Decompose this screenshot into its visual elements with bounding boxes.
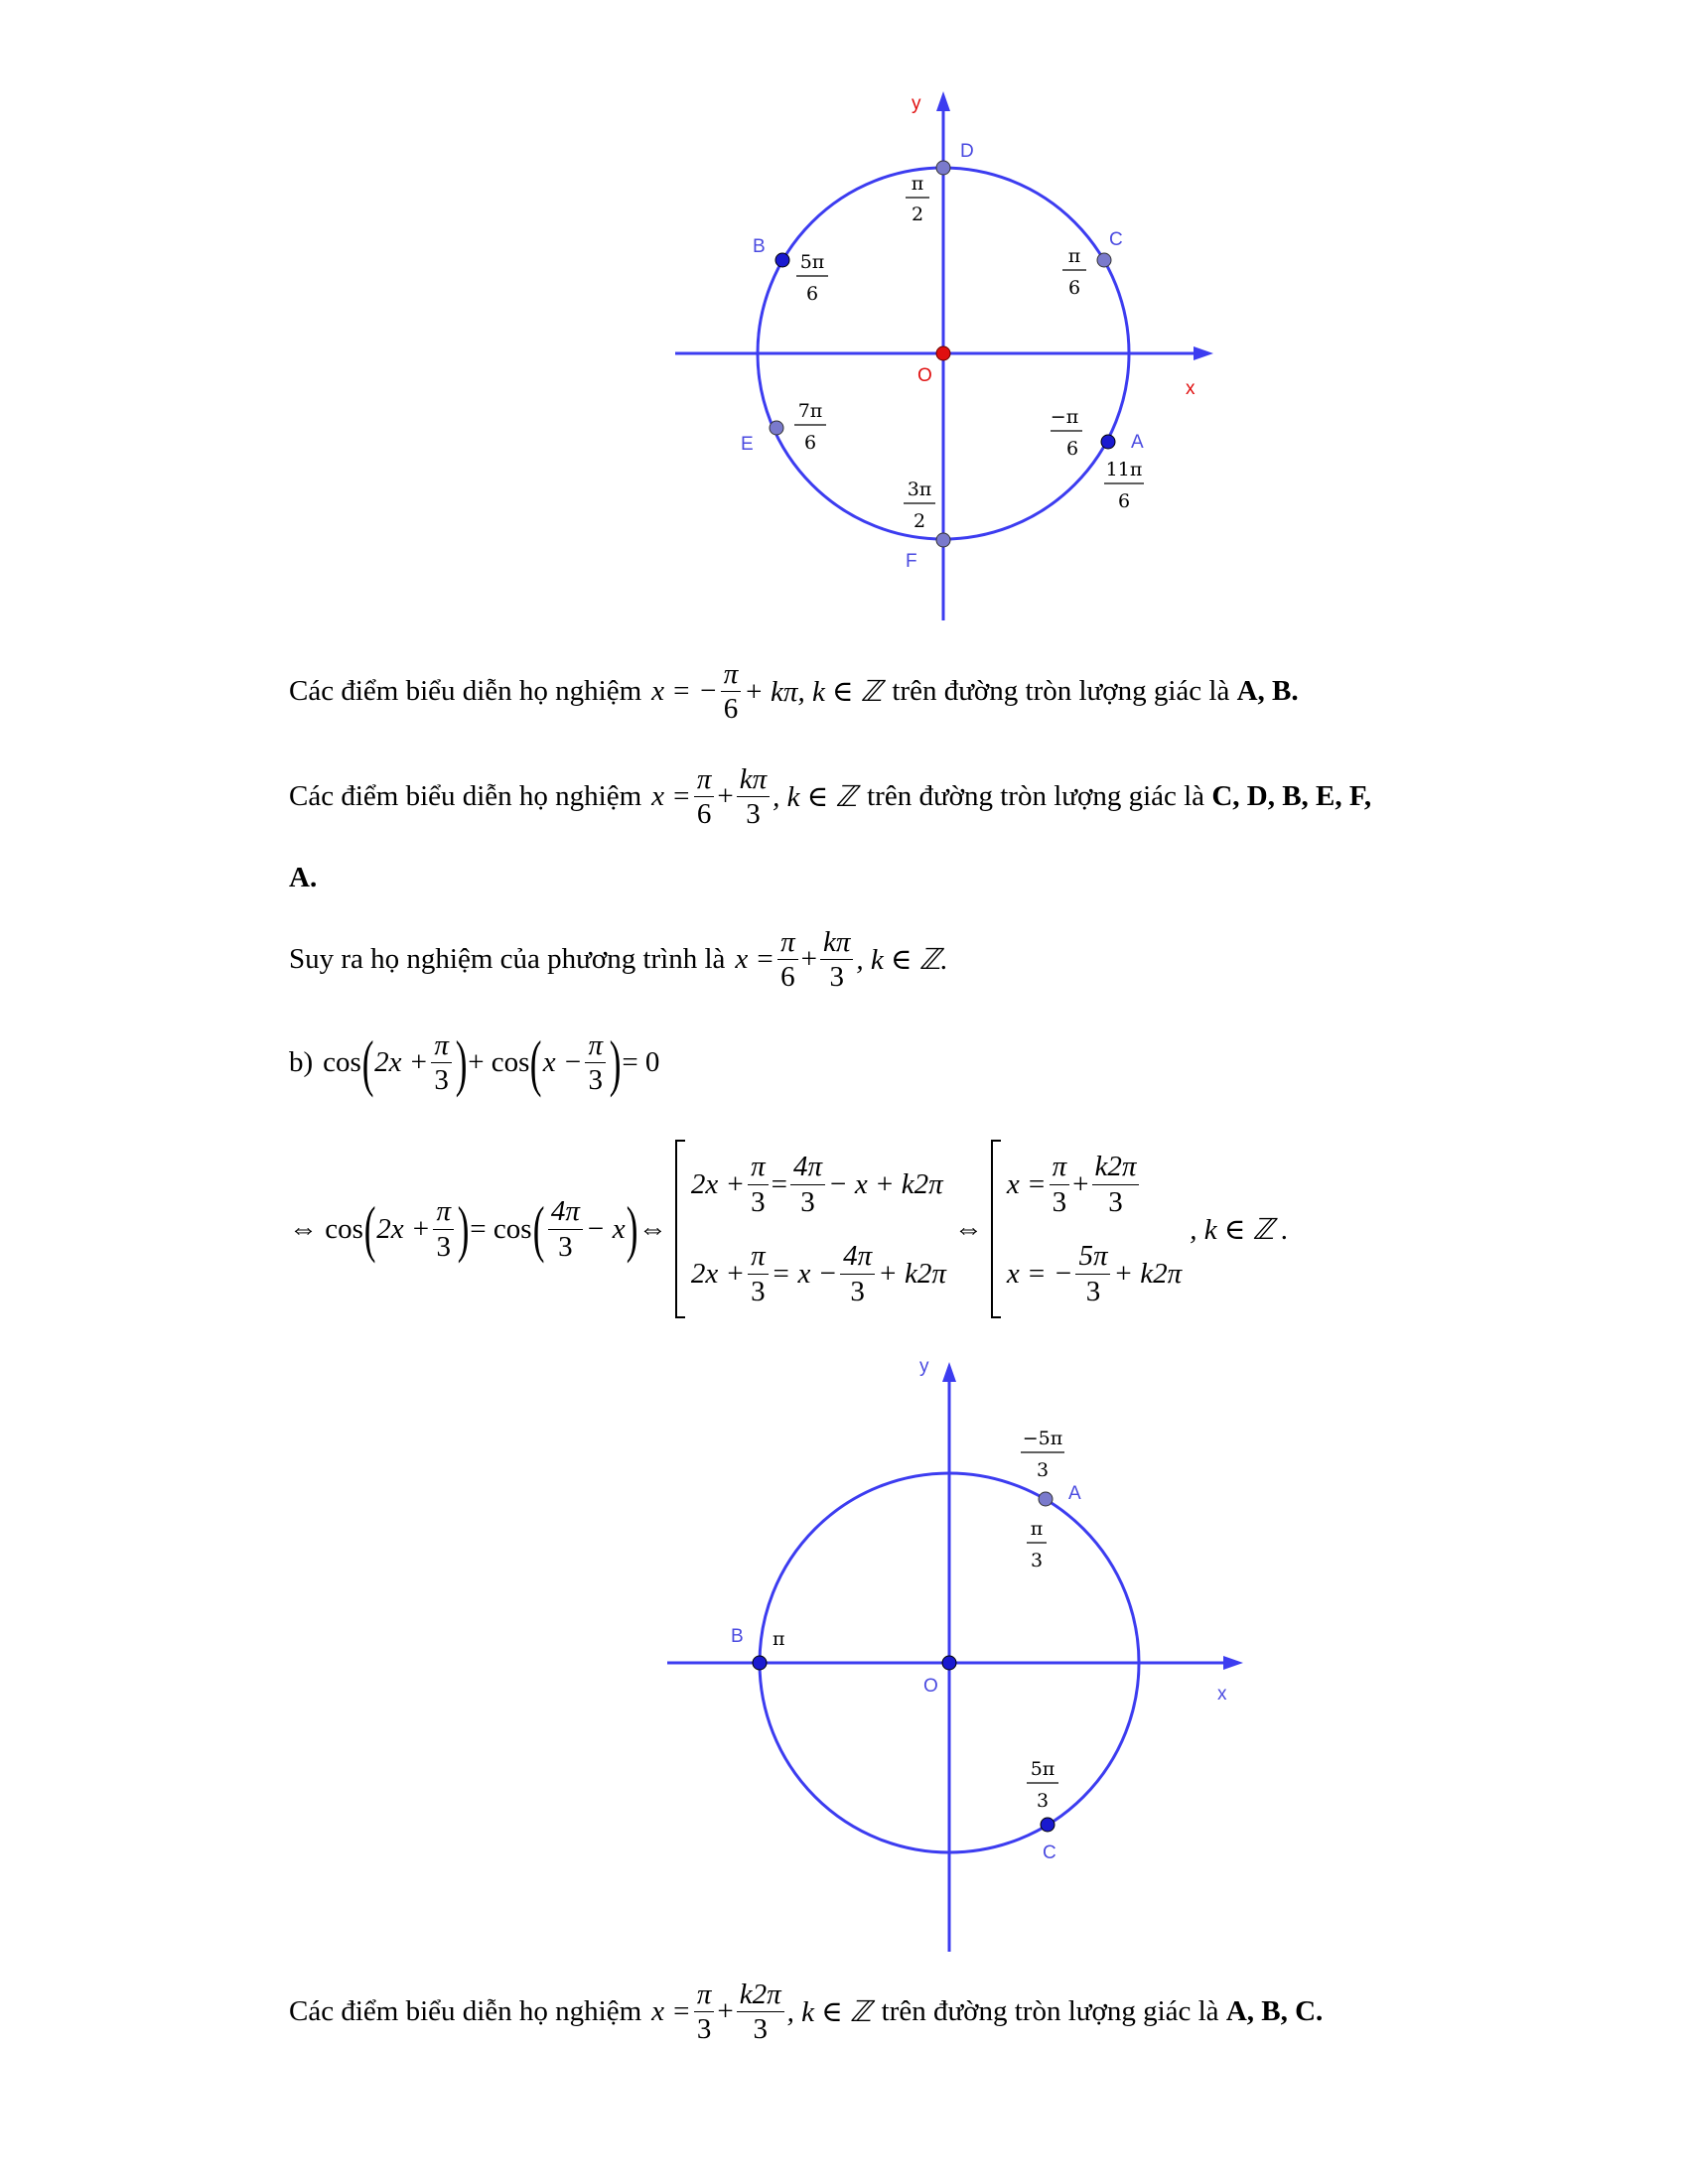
angle2-label-b: π — [773, 1628, 785, 1650]
x-axis-2-label: x — [1217, 1684, 1227, 1705]
y-axis-2-label: y — [919, 1356, 929, 1377]
svg-text:3: 3 — [1036, 1790, 1050, 1812]
x-axis-2-arrow-icon — [1223, 1656, 1243, 1670]
text-pre: Các điểm biểu diễn họ nghiệm — [289, 780, 642, 813]
point-d-label: D — [960, 141, 974, 162]
formula-1: x = − — [651, 675, 718, 708]
text-pre: Suy ra họ nghiệm của phương trình là — [289, 943, 726, 976]
point-a-label: A — [1131, 432, 1144, 453]
point2-c — [1041, 1818, 1055, 1832]
unit-circle-diagram-2 — [667, 1356, 1243, 1952]
line-part-b: b) cos ( 2x + $\frac{\pi}{3}$ ) + cos ( x − $\frac{\pi}{3}$ ) = 0 — [289, 1026, 660, 1098]
text-post: trên đường tròn lượng giác là — [867, 780, 1205, 813]
point-c — [1097, 253, 1111, 267]
system-1: 2x + $\frac{\pi}{3}$ = $\frac{4\pi}{3}$ − x + k2π 2x + $\frac{\pi}{3}$ = x − $\frac{4\pi}{3}$ + k2π — [675, 1140, 946, 1318]
line-equivalence: ⇔ cos ( 2x + $\frac{\pi}{3}$ ) = cos ( $\frac{4\pi}{3}$ − x ) ⇔ 2x + $\frac{\pi}{3}$ = $\frac{4\pi}{3}$ − x + k2π 2x + $\frac{\pi}{3}$ = x − $\frac{4\pi}{3}$ + k2π ⇔ x = $\frac{\pi}{3}$ + $\frac{k2\pi}{3}$ x = − $\frac{5\pi}{3}$ + k2π , k ∈ ℤ . — [289, 1140, 1289, 1318]
svg-text:6: 6 — [1117, 490, 1131, 512]
origin-label: O — [917, 365, 932, 386]
svg-text:3: 3 — [1030, 1550, 1044, 1571]
point2-a-label: A — [1068, 1483, 1081, 1504]
svg-text:3π: 3π — [907, 478, 932, 500]
text-post: trên đường tròn lượng giác là — [892, 675, 1230, 708]
svg-text:5π: 5π — [1030, 1758, 1055, 1780]
point-e — [770, 421, 783, 435]
y-axis-2-arrow-icon — [942, 1362, 956, 1382]
svg-text:π: π — [1030, 1518, 1044, 1540]
svg-text:2: 2 — [911, 204, 924, 225]
x-axis-label: x — [1186, 378, 1196, 399]
origin-2-label: O — [923, 1676, 938, 1697]
point-e-label: E — [741, 434, 754, 455]
frac-pi-6: $\frac{\pi}{6}$ — [721, 659, 742, 725]
svg-text:−π: −π — [1050, 406, 1079, 428]
answer-points: A, B, C. — [1225, 1995, 1324, 2028]
part-label: b) — [289, 1046, 314, 1079]
angle-label-f — [904, 478, 935, 532]
frac-kpi-3: $\frac{k\pi}{3}$ — [820, 927, 853, 993]
text-pre: Các điểm biểu diễn họ nghiệm — [289, 675, 642, 708]
svg-text:3: 3 — [1036, 1459, 1050, 1481]
point2-c-label: C — [1043, 1843, 1056, 1863]
svg-text:−5π: −5π — [1022, 1428, 1063, 1449]
text-pre: Các điểm biểu diễn họ nghiệm — [289, 1995, 642, 2028]
point-a — [1101, 435, 1115, 449]
point-f — [936, 533, 950, 547]
svg-text:6: 6 — [803, 432, 817, 454]
angle-label-c — [1062, 245, 1086, 299]
x-axis-arrow-icon — [1194, 346, 1213, 360]
svg-text:5π: 5π — [799, 251, 825, 273]
frac-pi-6: $\frac{\pi}{6}$ — [777, 927, 798, 993]
frac-pi-3: $\frac{\pi}{3}$ — [585, 1030, 606, 1096]
origin-point — [936, 346, 950, 360]
svg-text:11π: 11π — [1105, 459, 1143, 480]
angle2-label-c — [1027, 1758, 1058, 1812]
svg-text:6: 6 — [1067, 277, 1081, 299]
point2-a — [1039, 1492, 1053, 1506]
system-2: x = $\frac{\pi}{3}$ + $\frac{k2\pi}{3}$ x = − $\frac{5\pi}{3}$ + k2π — [991, 1140, 1182, 1318]
svg-text:π: π — [911, 173, 924, 195]
line-ab-solutions: Các điểm biểu diễn họ nghiệm x = − $\frac{\pi}{6}$ + kπ, k ∈ ℤ trên đường tròn lượng giác là A, B. — [289, 658, 1299, 726]
angle-label-e — [794, 400, 826, 454]
svg-text:6: 6 — [1065, 438, 1079, 460]
angle-label-b — [796, 251, 828, 305]
svg-text:7π: 7π — [797, 400, 823, 422]
y-axis-label: y — [912, 93, 921, 114]
svg-text:2: 2 — [913, 510, 926, 532]
line-cdbefa-solutions: Các điểm biểu diễn họ nghiệm x = $\frac{\pi}{6}$ + $\frac{k\pi}{3}$ , k ∈ ℤ trên đường tròn lượng giác là C, D, B, E, F, — [289, 763, 1372, 831]
text-post: trên đường tròn lượng giác là — [881, 1995, 1219, 2028]
point-d — [936, 161, 950, 175]
y-axis-arrow-icon — [936, 91, 950, 111]
answer-points: A, B. — [1236, 675, 1299, 708]
angle-label-d — [906, 173, 929, 225]
point2-b-label: B — [731, 1626, 744, 1647]
line-conclusion: Suy ra họ nghiệm của phương trình là x = $\frac{\pi}{6}$ + $\frac{k\pi}{3}$ , k ∈ ℤ. — [289, 926, 948, 994]
svg-text:π: π — [1067, 245, 1081, 267]
point-f-label: F — [906, 551, 917, 572]
point-c-label: C — [1109, 229, 1123, 250]
line-a-continued — [289, 862, 317, 894]
point-b — [775, 253, 789, 267]
origin-2-point — [942, 1656, 956, 1670]
line-abc-solutions: Các điểm biểu diễn họ nghiệm x = $\frac{\pi}{3}$ + $\frac{k2\pi}{3}$ , k ∈ ℤ trên đường tròn lượng giác là A, B, C. — [289, 1979, 1324, 2046]
point-b-label: B — [753, 236, 766, 257]
answer-points-cont: A. — [289, 862, 318, 893]
answer-points: C, D, B, E, F, — [1211, 780, 1372, 813]
svg-text:6: 6 — [805, 283, 819, 305]
point2-b — [753, 1656, 767, 1670]
formula-2: x = — [651, 780, 691, 813]
frac-kpi-3: $\frac{k\pi}{3}$ — [737, 764, 770, 830]
frac-pi-6: $\frac{\pi}{6}$ — [694, 764, 715, 830]
frac-pi-3: $\frac{\pi}{3}$ — [431, 1030, 452, 1096]
